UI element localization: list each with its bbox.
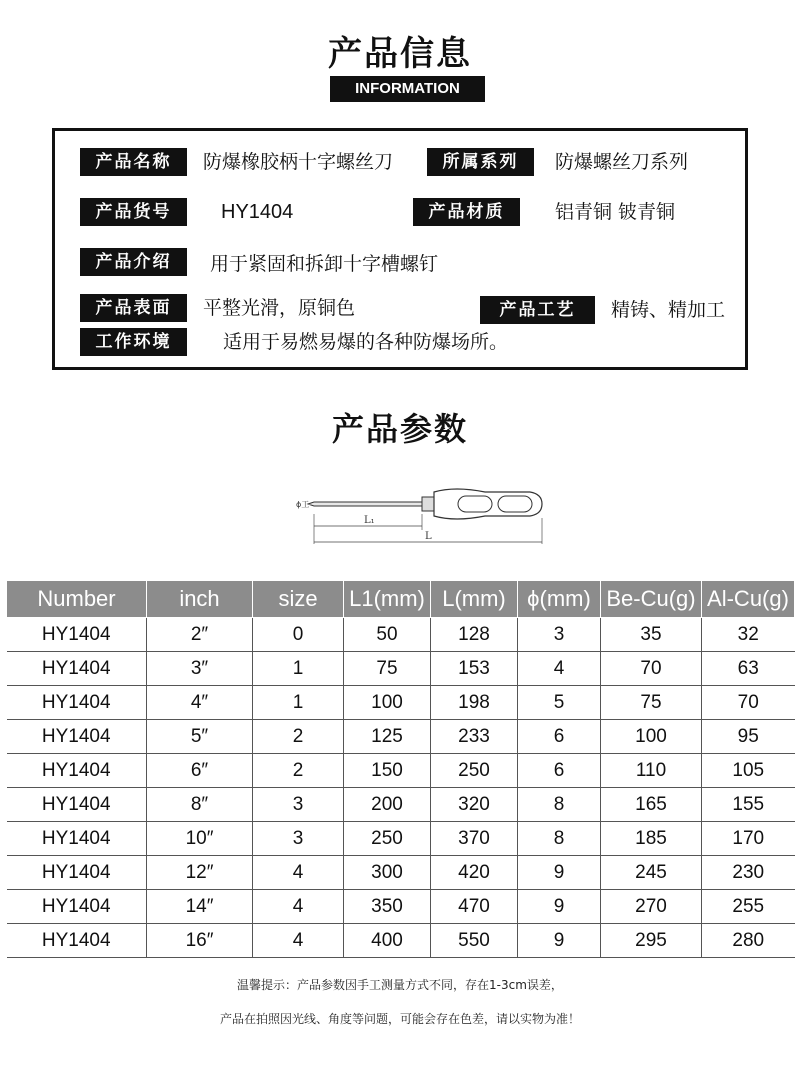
cell-size: 4 — [253, 890, 344, 924]
cell-l1: 150 — [344, 754, 431, 788]
cell-phi: 5 — [518, 686, 601, 720]
cell-size: 3 — [253, 822, 344, 856]
page-title: 产品信息 — [328, 34, 472, 74]
table-row — [7, 754, 795, 788]
cell-l: 470 — [431, 890, 518, 924]
cell-phi: 4 — [518, 652, 601, 686]
cell-al-cu: 255 — [702, 890, 795, 924]
header-size: size — [253, 581, 344, 618]
cell-inch: 16″ — [147, 924, 253, 958]
table-row — [7, 924, 795, 958]
cell-size: 1 — [253, 686, 344, 720]
series-value: 防爆螺丝刀系列 — [555, 151, 689, 173]
cell-inch: 12″ — [147, 856, 253, 890]
cell-size: 2 — [253, 720, 344, 754]
cell-be-cu: 165 — [601, 788, 702, 822]
cell-al-cu: 32 — [702, 618, 795, 652]
code-label: 产品货号 — [80, 198, 187, 226]
product-info-box — [52, 128, 748, 370]
information-badge: INFORMATION — [330, 76, 485, 102]
cell-number: HY1404 — [7, 924, 147, 958]
cell-be-cu: 35 — [601, 618, 702, 652]
cell-inch: 8″ — [147, 788, 253, 822]
cell-inch: 2″ — [147, 618, 253, 652]
cell-be-cu: 295 — [601, 924, 702, 958]
name-label: 产品名称 — [80, 148, 187, 176]
cell-size: 2 — [253, 754, 344, 788]
header-al-cu: Al-Cu(g) — [702, 581, 795, 618]
params-title: 产品参数 — [331, 410, 468, 448]
cell-l1: 75 — [344, 652, 431, 686]
cell-phi: 6 — [518, 720, 601, 754]
cell-l: 550 — [431, 924, 518, 958]
header-number: Number — [7, 581, 147, 618]
cell-be-cu: 110 — [601, 754, 702, 788]
code-value: HY1404 — [221, 201, 294, 223]
cell-l: 420 — [431, 856, 518, 890]
table-header-row — [7, 581, 795, 618]
cell-size: 4 — [253, 924, 344, 958]
cell-l: 250 — [431, 754, 518, 788]
cell-al-cu: 155 — [702, 788, 795, 822]
table-row — [7, 686, 795, 720]
table-row — [7, 618, 795, 652]
header-be-cu: Be-Cu(g) — [601, 581, 702, 618]
intro-label: 产品介绍 — [80, 248, 187, 276]
cell-number: HY1404 — [7, 822, 147, 856]
cell-number: HY1404 — [7, 652, 147, 686]
name-value: 防爆橡胶柄十字螺丝刀 — [203, 151, 394, 173]
cell-number: HY1404 — [7, 890, 147, 924]
cell-l: 370 — [431, 822, 518, 856]
table-row — [7, 652, 795, 686]
cell-l: 320 — [431, 788, 518, 822]
l1-label: L₁ — [364, 515, 375, 526]
cell-be-cu: 245 — [601, 856, 702, 890]
cell-l1: 250 — [344, 822, 431, 856]
cell-inch: 4″ — [147, 686, 253, 720]
series-label: 所属系列 — [427, 148, 534, 176]
cell-phi: 3 — [518, 618, 601, 652]
cell-be-cu: 270 — [601, 890, 702, 924]
cell-phi: 9 — [518, 924, 601, 958]
cell-number: HY1404 — [7, 788, 147, 822]
note-color: 产品在拍照因光线、角度等问题，可能会存在色差，请以实物为准！ — [219, 1012, 580, 1026]
cell-inch: 6″ — [147, 754, 253, 788]
env-label: 工作环境 — [80, 328, 187, 356]
table-row — [7, 890, 795, 924]
cell-al-cu: 230 — [702, 856, 795, 890]
note-measurement: 温馨提示：产品参数因手工测量方式不同，存在1-3cm误差， — [237, 978, 563, 992]
cell-l: 198 — [431, 686, 518, 720]
cell-al-cu: 95 — [702, 720, 795, 754]
cell-phi: 8 — [518, 822, 601, 856]
surface-value: 平整光滑，原铜色 — [203, 297, 356, 319]
cell-al-cu: 280 — [702, 924, 795, 958]
cell-l1: 125 — [344, 720, 431, 754]
cell-phi: 8 — [518, 788, 601, 822]
material-value: 铝青铜 铍青铜 — [555, 201, 676, 223]
cell-number: HY1404 — [7, 754, 147, 788]
surface-label: 产品表面 — [80, 294, 187, 322]
cell-inch: 14″ — [147, 890, 253, 924]
env-value: 适用于易燃易爆的各种防爆场所。 — [223, 331, 509, 353]
table-row — [7, 788, 795, 822]
header-phi: ϕ(mm) — [518, 581, 601, 618]
cell-number: HY1404 — [7, 618, 147, 652]
intro-value: 用于紧固和拆卸十字槽螺钉 — [210, 253, 439, 275]
process-value: 精铸、精加工 — [611, 299, 726, 321]
cell-al-cu: 105 — [702, 754, 795, 788]
cell-l: 128 — [431, 618, 518, 652]
material-label: 产品材质 — [413, 198, 520, 226]
cell-l1: 50 — [344, 618, 431, 652]
screwdriver-icon — [308, 489, 542, 519]
cell-size: 0 — [253, 618, 344, 652]
cell-al-cu: 63 — [702, 652, 795, 686]
cell-l1: 350 — [344, 890, 431, 924]
cell-l1: 100 — [344, 686, 431, 720]
cell-al-cu: 70 — [702, 686, 795, 720]
table-row — [7, 720, 795, 754]
cell-be-cu: 75 — [601, 686, 702, 720]
cell-number: HY1404 — [7, 720, 147, 754]
cell-phi: 9 — [518, 890, 601, 924]
cell-phi: 6 — [518, 754, 601, 788]
cell-be-cu: 70 — [601, 652, 702, 686]
table-row — [7, 822, 795, 856]
table-row — [7, 856, 795, 890]
phi-label: ϕ工 — [296, 500, 310, 509]
cell-inch: 10″ — [147, 822, 253, 856]
cell-l: 233 — [431, 720, 518, 754]
header-inch: inch — [147, 581, 253, 618]
l-label: L — [425, 531, 432, 542]
cell-l1: 200 — [344, 788, 431, 822]
cell-l1: 400 — [344, 924, 431, 958]
header-l1: L1(mm) — [344, 581, 431, 618]
cell-size: 3 — [253, 788, 344, 822]
cell-inch: 3″ — [147, 652, 253, 686]
cell-size: 4 — [253, 856, 344, 890]
cell-size: 1 — [253, 652, 344, 686]
cell-inch: 5″ — [147, 720, 253, 754]
screwdriver-diagram — [290, 480, 560, 550]
cell-l: 153 — [431, 652, 518, 686]
cell-number: HY1404 — [7, 856, 147, 890]
cell-l1: 300 — [344, 856, 431, 890]
params-table — [6, 580, 795, 958]
cell-phi: 9 — [518, 856, 601, 890]
header-l: L(mm) — [431, 581, 518, 618]
cell-be-cu: 185 — [601, 822, 702, 856]
cell-al-cu: 170 — [702, 822, 795, 856]
cell-be-cu: 100 — [601, 720, 702, 754]
process-label: 产品工艺 — [480, 296, 595, 324]
cell-number: HY1404 — [7, 686, 147, 720]
